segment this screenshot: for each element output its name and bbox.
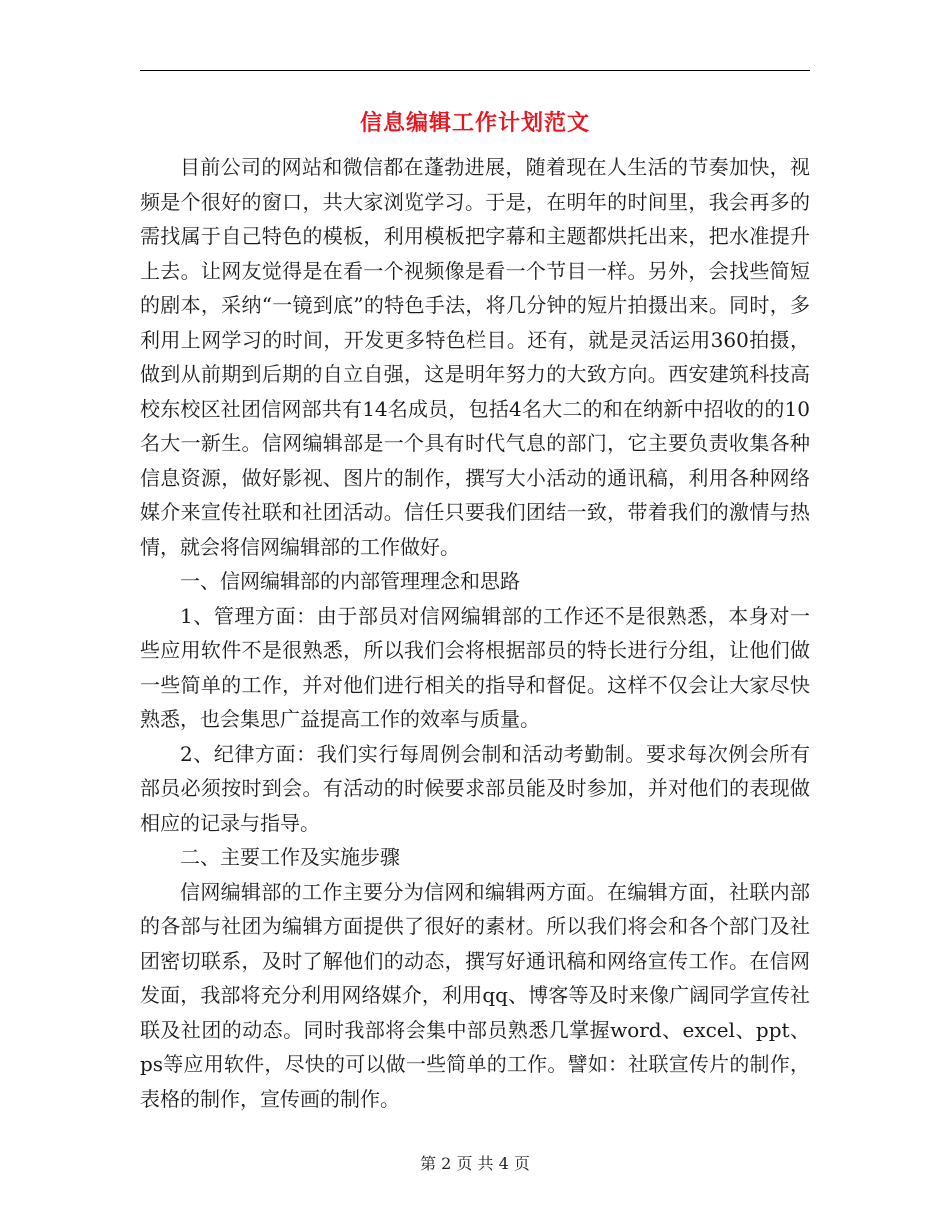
- document-body: [140, 150, 810, 1116]
- section-heading-main-work: 二、主要工作及实施步骤: [180, 845, 400, 869]
- paragraph-discipline: 2、纪律方面：我们实行每周例会制和活动考勤制。要求每次例会所有部员必须按时到会。有活动的时候要求部员能及时参加，并对他们的表现做相应的记录与指导。: [140, 741, 810, 835]
- header-rule: [140, 70, 810, 71]
- paragraph-main-work: 信网编辑部的工作主要分为信网和编辑两方面。在编辑方面，社联内部的各部与社团为编辑方面提供了很好的素材。所以我们将会和各个部门及社团密切联系，及时了解他们的动态，撰写好通讯稿和网络宣传工作。在信网发面，我部将充分利用网络媒介，利用qq、博客等及时来像广阔同学宣传社联及社团的动态。同时我部将会集中部员熟悉几掌握word、excel、ppt、ps等应用软件，尽快的可以做一些简单的工作。譬如：社联宣传片的制作，表格的制作，宣传画的制作。: [140, 879, 810, 1111]
- document-title: 信息编辑工作计划范文: [359, 110, 590, 136]
- page-number-footer: 第 2 页 共 4 页: [420, 1154, 530, 1173]
- paragraph-management: 1、管理方面：由于部员对信网编辑部的工作还不是很熟悉，本身对一些应用软件不是很熟悉，所以我们会将根据部员的特长进行分组，让他们做一些简单的工作，并对他们进行相关的指导和督促。这样不仅会让大家尽快熟悉，也会集思广益提高工作的效率与质量。: [140, 603, 810, 731]
- paragraph-intro: 目前公司的网站和微信都在蓬勃进展，随着现在人生活的节奏加快，视频是个很好的窗口，共大家浏览学习。于是，在明年的时间里，我会再多的需找属于自己特色的模板，利用模板把字幕和主题都烘托出来，把水准提升上去。让网友觉得是在看一个视频像是看一个节目一样。另外，会找些简短的剧本，采纳“一镜到底”的特色手法，将几分钟的短片拍摄出来。同时，多利用上网学习的时间，开发更多特色栏目。还有，就是灵活运用360拍摄，做到从前期到后期的自立自强，这是明年努力的大致方向。西安建筑科技高校东校区社团信网部共有14名成员，包括4名大二的和在纳新中招收的的10名大一新生。信网编辑部是一个具有时代气息的部门，它主要负责收集各种信息资源，做好影视、图片的制作，撰写大小活动的通讯稿，利用各种网络媒介来宣传社联和社团活动。信任只要我们团结一致，带着我们的激情与热情，就会将信网编辑部的工作做好。: [140, 155, 810, 559]
- section-heading-management: 一、信网编辑部的内部管理理念和思路: [180, 569, 520, 593]
